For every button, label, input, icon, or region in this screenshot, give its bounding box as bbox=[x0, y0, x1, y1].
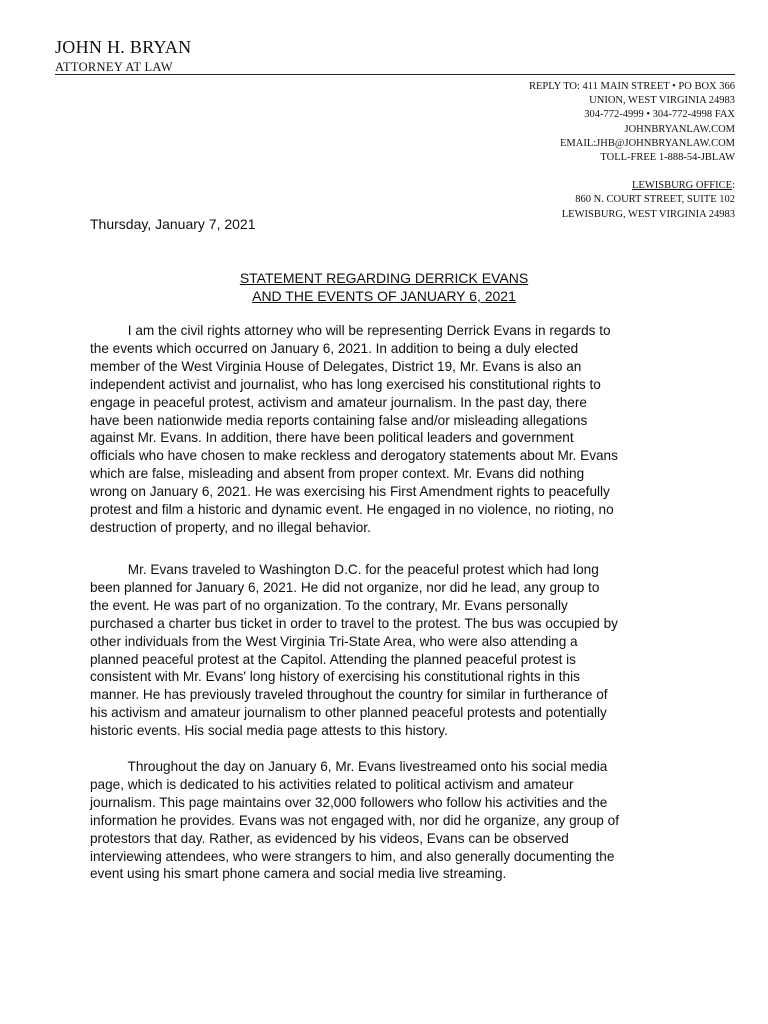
paragraph-line: manner. He has previously traveled throughout the country for similar in furtherance of bbox=[90, 687, 608, 703]
heading-text-2: AND THE EVENTS OF JANUARY 6, 2021 bbox=[252, 288, 516, 304]
paragraph-line: against Mr. Evans. In addition, there have been political leaders and government bbox=[90, 430, 574, 446]
paragraph-line: Mr. Evans traveled to Washington D.C. for the peaceful protest which had long bbox=[90, 562, 599, 577]
email: EMAIL:JHB@JOHNBRYANLAW.COM bbox=[560, 137, 735, 149]
paragraph-line: the events which occurred on January 6, 2021. In addition to being a duly elected bbox=[90, 340, 579, 356]
paragraph-line: his activism and amateur journalism to other planned peaceful protests and potentially bbox=[90, 705, 607, 721]
paragraph-line: planned peaceful protest at the Capitol. Attending the planned peaceful protest is bbox=[90, 651, 576, 667]
paragraph-line: Throughout the day on January 6, Mr. Evans livestreamed onto his social media bbox=[90, 759, 608, 774]
phone-fax: 304-772-4999 • 304-772-4998 FAX bbox=[584, 109, 735, 121]
attorney-name: JOHN H. BRYAN bbox=[55, 37, 192, 57]
paragraph-line: I am the civil rights attorney who will be representing Derrick Evans in regards to bbox=[90, 323, 611, 338]
paragraph-line: consistent with Mr. Evans' long history of exercising his constitutional rights in this bbox=[90, 669, 580, 685]
toll-free: TOLL-FREE 1-888-54-JBLAW bbox=[600, 152, 735, 164]
paragraph-3 bbox=[90, 758, 690, 883]
paragraph-line: destruction of property, and no illegal behavior. bbox=[90, 519, 371, 535]
attorney-title: ATTORNEY AT LAW bbox=[55, 60, 173, 74]
website: JOHNBRYANLAW.COM bbox=[624, 123, 735, 135]
office-label-text: LEWISBURG OFFICE bbox=[632, 180, 733, 192]
lewisburg-city: LEWISBURG, WEST VIRGINIA 24983 bbox=[561, 208, 735, 220]
paragraph-1 bbox=[90, 322, 690, 537]
paragraph-line: protestors that day. Rather, as evidenced by his videos, Evans can be observed bbox=[90, 830, 569, 846]
paragraph-line: the event. He was part of no organization. To the contrary, Mr. Evans personally bbox=[90, 597, 568, 613]
paragraph-line: wrong on January 6, 2021. He was exercising his First Amendment rights to peacefully bbox=[90, 484, 610, 500]
paragraph-line: event using his smart phone camera and social media live streaming. bbox=[90, 866, 507, 882]
paragraph-line: protest and film a historic and dynamic event. He engaged in no violence, no rioting, no bbox=[90, 502, 614, 518]
paragraph-line: officials who have chosen to make reckless and derogatory statements about Mr. Evans bbox=[90, 448, 618, 464]
lewisburg-office-label bbox=[415, 179, 735, 193]
paragraph-line: historic events. His social media page attests to this history. bbox=[90, 723, 448, 739]
paragraph-line: member of the West Virginia House of Delegates, District 19, Mr. Evans is also an bbox=[90, 358, 582, 374]
paragraph-line: been planned for January 6, 2021. He did not organize, nor did he lead, any group to bbox=[90, 579, 600, 595]
address-spacer bbox=[415, 165, 735, 179]
letterhead-divider bbox=[55, 74, 735, 75]
statement-heading-line-1 bbox=[0, 269, 768, 287]
office-label-colon: : bbox=[732, 180, 735, 192]
paragraph-line: which are false, misleading and absent from proper context. Mr. Evans did nothing bbox=[90, 466, 585, 482]
heading-text-1: STATEMENT REGARDING DERRICK EVANS bbox=[239, 270, 529, 286]
lewisburg-street: 860 N. COURT STREET, SUITE 102 bbox=[575, 194, 735, 206]
paragraph-line: purchased a charter bus ticket in order to travel to the protest. The bus was occupied by bbox=[90, 615, 618, 631]
paragraph-line: other individuals from the West Virginia Tri-State Area, who were also attending a bbox=[90, 633, 578, 649]
statement-heading-line-2 bbox=[0, 287, 768, 305]
city-state-zip: UNION, WEST VIRGINIA 24983 bbox=[589, 95, 735, 107]
paragraph-line: interviewing attendees, who were strangers to him, and also generally documenting the bbox=[90, 848, 615, 864]
reply-to-address: REPLY TO: 411 MAIN STREET • PO BOX 366 bbox=[528, 81, 735, 92]
address-block bbox=[415, 80, 735, 222]
paragraph-line: page, which is dedicated to his activities related to political activism and amateur bbox=[90, 776, 574, 792]
paragraph-2 bbox=[90, 561, 690, 740]
paragraph-line: have been nationwide media reports containing false and/or misleading allegations bbox=[90, 412, 588, 428]
paragraph-line: independent activist and journalist, who has long exercised his constitutional rights to bbox=[90, 376, 601, 392]
paragraph-line: engage in peaceful protest, activism and amateur journalism. In the past day, there bbox=[90, 394, 587, 410]
letter-date: Thursday, January 7, 2021 bbox=[90, 216, 256, 232]
paragraph-line: information he provides. Evans was not engaged with, nor did he organize, any group of bbox=[90, 812, 619, 828]
paragraph-line: journalism. This page maintains over 32,000 followers who follow his activities and the bbox=[90, 794, 608, 810]
